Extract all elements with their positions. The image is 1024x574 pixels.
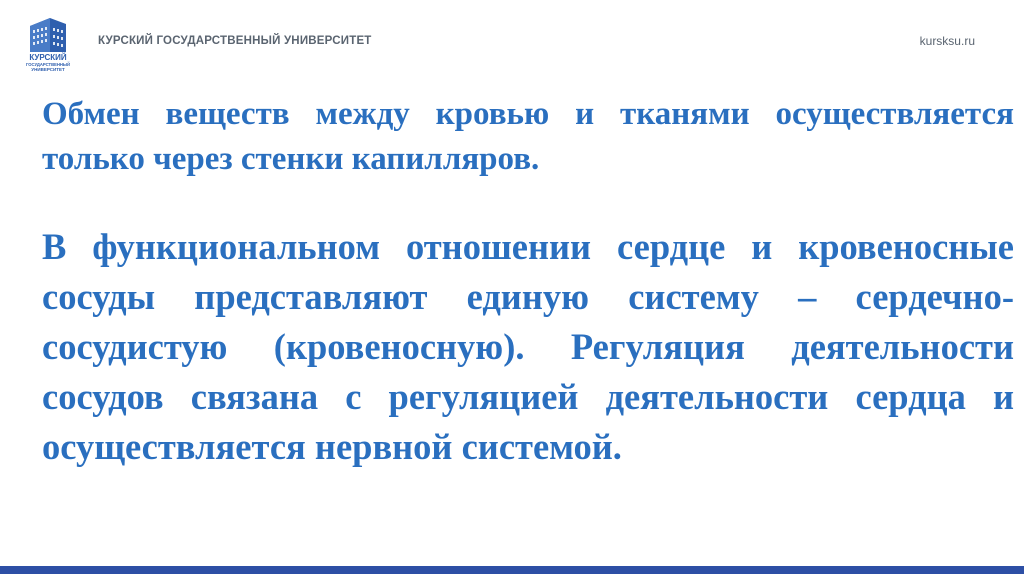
logo-text-line1: КУРСКИЙ: [29, 53, 67, 62]
paragraph-capillary-exchange: Обмен веществ между кровью и тканями осуществляется только через стенки капилляров.: [42, 96, 1014, 177]
slide-body: [42, 92, 1014, 472]
logo-text-line3: УНИВЕРСИТЕТ: [31, 67, 65, 72]
paragraph-cardiovascular-system: В функциональном отношении сердце и кровеносные сосуды представляют единую систему – сердечно-сосудистую (кровеносную). Регуляция деятельности сосудов связана с регуляцией деятельности сердца и осуществляется нервной системой.: [42, 226, 1014, 467]
slide-header: [0, 0, 1024, 80]
site-url: kursksu.ru: [919, 34, 975, 48]
university-name: КУРСКИЙ ГОСУДАРСТВЕННЫЙ УНИВЕРСИТЕТ: [98, 35, 372, 47]
university-logo: [26, 12, 70, 72]
logo-text-line2: ГОСУДАРСТВЕННЫЙ: [26, 62, 70, 67]
bottom-bar: [0, 566, 1024, 574]
